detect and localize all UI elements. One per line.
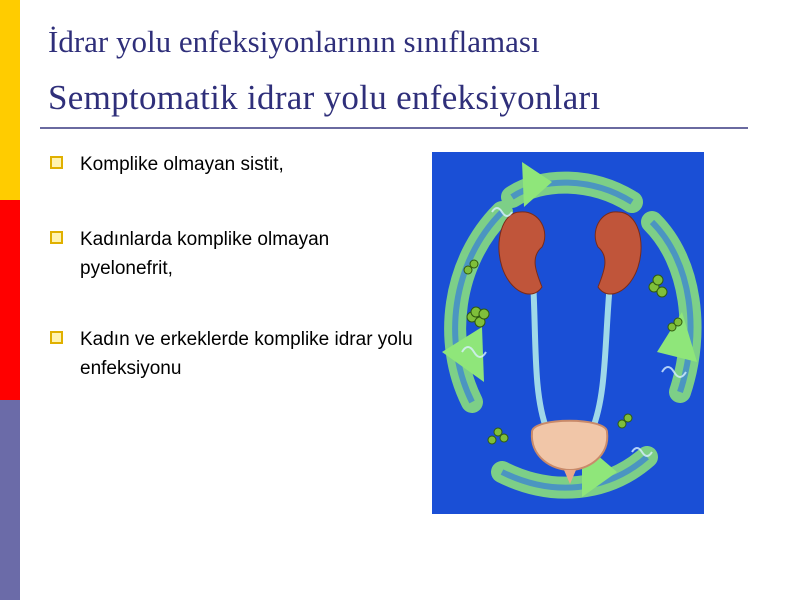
sidebar-red-band: [0, 200, 20, 400]
bullet-text: Komplike olmayan sistit,: [80, 154, 284, 175]
square-bullet-icon: [50, 331, 63, 344]
square-bullet-icon: [50, 231, 63, 244]
sidebar-purple-band: [0, 400, 20, 600]
urinary-tract-illustration: [432, 152, 704, 514]
slide-title: İdrar yolu enfeksiyonlarının sınıflaması: [48, 24, 540, 59]
bullet-text: Kadınlarda komplike olmayan pyelonefrit,: [80, 229, 330, 279]
bullet-list: [50, 150, 430, 383]
slide-subtitle: Semptomatik idrar yolu enfeksiyonları: [48, 78, 601, 117]
decorative-sidebar: [0, 0, 20, 600]
title-divider: [40, 127, 748, 129]
bullet-item: [50, 325, 430, 383]
bullet-item: [50, 225, 430, 283]
sidebar-yellow-band: [0, 0, 20, 200]
square-bullet-icon: [50, 156, 63, 169]
bullet-text: Kadın ve erkeklerde komplike idrar yolu enfeksiyonu: [80, 329, 413, 379]
bullet-item: [50, 150, 430, 179]
urinary-tract-infection-cycle-illustration: [432, 152, 704, 514]
